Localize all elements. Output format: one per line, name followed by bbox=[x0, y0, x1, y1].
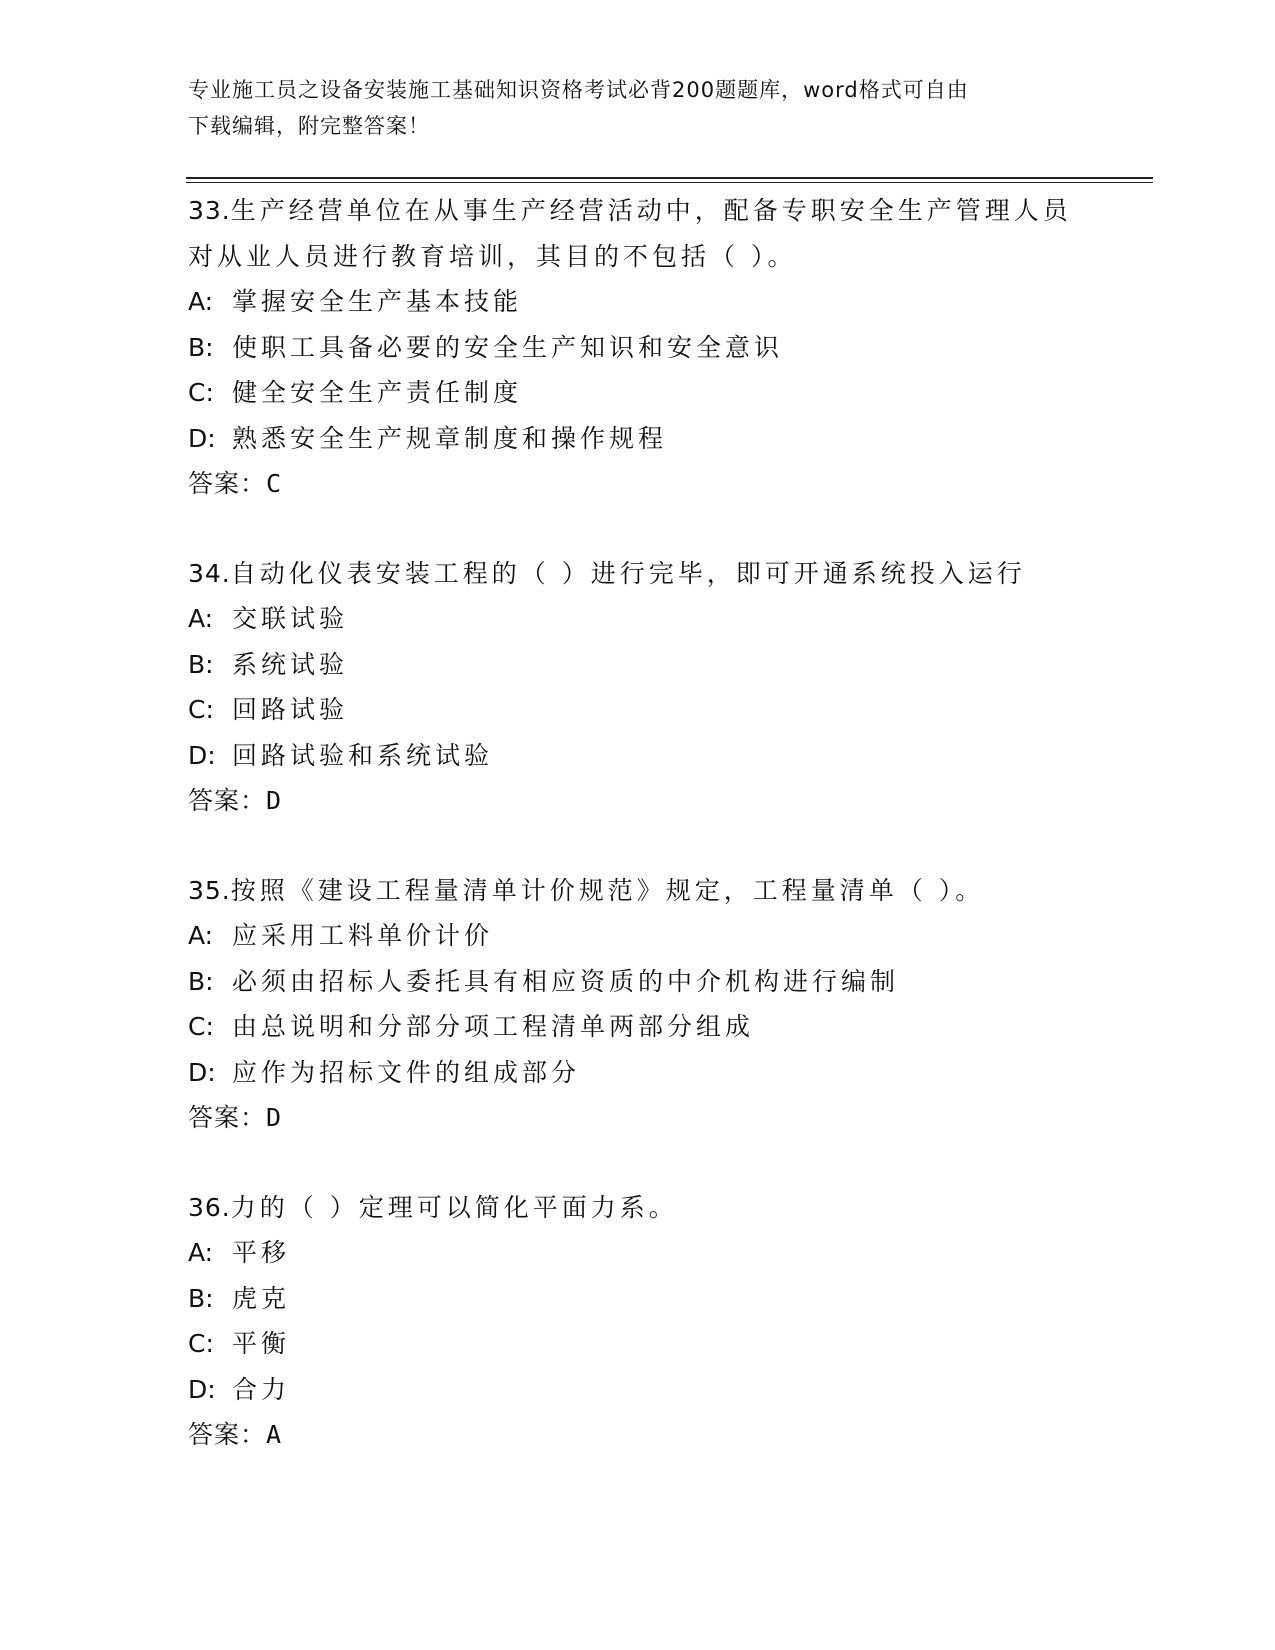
question-36 bbox=[188, 1185, 1148, 1458]
option-d bbox=[188, 733, 1148, 779]
option-key: D: bbox=[188, 423, 216, 453]
question-34 bbox=[188, 551, 1148, 824]
question-stem bbox=[188, 551, 1148, 597]
option-key: B: bbox=[188, 332, 214, 362]
question-stem-text: 自动化仪表安装工程的（ ）进行完毕，即可开通系统投入运行 bbox=[230, 558, 1026, 588]
header-divider-thick bbox=[186, 177, 1153, 179]
header-line-2: 下载编辑，附完整答案！ bbox=[188, 114, 430, 138]
option-text: 交联试验 bbox=[232, 604, 349, 633]
option-key: C: bbox=[188, 695, 214, 724]
option-text: 回路试验 bbox=[232, 695, 349, 724]
answer-value: D bbox=[266, 1103, 283, 1132]
answer-label: 答案： bbox=[188, 1103, 267, 1132]
option-c bbox=[188, 687, 1148, 733]
option-text: 必须由招标人委托具有相应资质的中介机构进行编制 bbox=[232, 966, 900, 996]
option-text: 应作为招标文件的组成部分 bbox=[232, 1057, 581, 1087]
question-stem-text: 生产经营单位在从事生产经营活动中，配备专职安全生产管理人员 bbox=[230, 196, 1072, 225]
question-stem bbox=[188, 188, 1148, 234]
option-key: A: bbox=[188, 921, 214, 950]
option-d bbox=[188, 1050, 1148, 1096]
option-a bbox=[188, 596, 1148, 642]
option-key: A: bbox=[188, 287, 214, 316]
option-d bbox=[188, 416, 1148, 462]
header-line-1: 专业施工员之设备安装施工基础知识资格考试必背200题题库，word格式可自由 bbox=[188, 78, 969, 102]
answer-line bbox=[188, 1412, 1148, 1458]
option-key: C: bbox=[188, 1012, 214, 1041]
option-d bbox=[188, 1367, 1148, 1413]
answer-line bbox=[188, 778, 1148, 824]
option-b bbox=[188, 325, 1148, 371]
option-c bbox=[188, 1004, 1148, 1050]
question-number: 35. bbox=[188, 875, 231, 905]
option-text: 由总说明和分部分项工程清单两部分组成 bbox=[232, 1012, 755, 1041]
option-key: D: bbox=[188, 1057, 216, 1087]
question-stem bbox=[188, 1185, 1148, 1231]
option-text: 使职工具备必要的安全生产知识和安全意识 bbox=[232, 332, 784, 362]
option-key: A: bbox=[188, 604, 214, 633]
option-text: 平移 bbox=[232, 1238, 291, 1267]
option-a bbox=[188, 279, 1148, 325]
option-key: D: bbox=[188, 740, 216, 770]
answer-value: C bbox=[266, 469, 283, 498]
option-text: 健全安全生产责任制度 bbox=[232, 378, 523, 407]
question-stem bbox=[188, 868, 1148, 914]
question-number: 34. bbox=[188, 558, 231, 588]
option-key: B: bbox=[188, 649, 214, 679]
option-key: B: bbox=[188, 966, 214, 996]
option-text: 熟悉安全生产规章制度和操作规程 bbox=[232, 423, 668, 453]
option-text: 平衡 bbox=[232, 1329, 291, 1358]
option-key: C: bbox=[188, 378, 214, 407]
answer-value: A bbox=[266, 1420, 283, 1449]
question-number: 36. bbox=[188, 1192, 231, 1222]
answer-line bbox=[188, 461, 1148, 507]
header-divider-thin bbox=[186, 182, 1153, 183]
question-35 bbox=[188, 868, 1148, 1141]
answer-line bbox=[188, 1095, 1148, 1141]
option-text: 应采用工料单价计价 bbox=[232, 921, 494, 950]
option-a bbox=[188, 913, 1148, 959]
option-text: 合力 bbox=[232, 1374, 291, 1404]
option-key: A: bbox=[188, 1238, 214, 1267]
option-text: 系统试验 bbox=[232, 649, 349, 679]
option-c bbox=[188, 1321, 1148, 1367]
answer-label: 答案： bbox=[188, 469, 267, 498]
option-key: C: bbox=[188, 1329, 214, 1358]
question-stem-text: 力的（ ）定理可以简化平面力系。 bbox=[230, 1192, 678, 1222]
answer-value: D bbox=[266, 786, 283, 815]
option-text: 掌握安全生产基本技能 bbox=[232, 287, 523, 316]
option-a bbox=[188, 1230, 1148, 1276]
document-header bbox=[188, 72, 1068, 144]
option-b bbox=[188, 959, 1148, 1005]
option-text: 回路试验和系统试验 bbox=[232, 740, 494, 770]
question-33 bbox=[188, 188, 1148, 507]
option-key: B: bbox=[188, 1283, 214, 1313]
option-b bbox=[188, 642, 1148, 688]
question-stem-continuation: 对从业人员进行教育培训，其目的不包括（ ）。 bbox=[188, 241, 797, 271]
question-number: 33. bbox=[188, 196, 231, 225]
option-key: D: bbox=[188, 1374, 216, 1404]
answer-label: 答案： bbox=[188, 1420, 267, 1449]
option-text: 虎克 bbox=[232, 1283, 291, 1313]
answer-label: 答案： bbox=[188, 786, 267, 815]
option-b bbox=[188, 1276, 1148, 1322]
question-list bbox=[188, 188, 1148, 1502]
option-c bbox=[188, 370, 1148, 416]
question-stem-text: 按照《建设工程量清单计价规范》规定，工程量清单（ ）。 bbox=[230, 875, 985, 905]
